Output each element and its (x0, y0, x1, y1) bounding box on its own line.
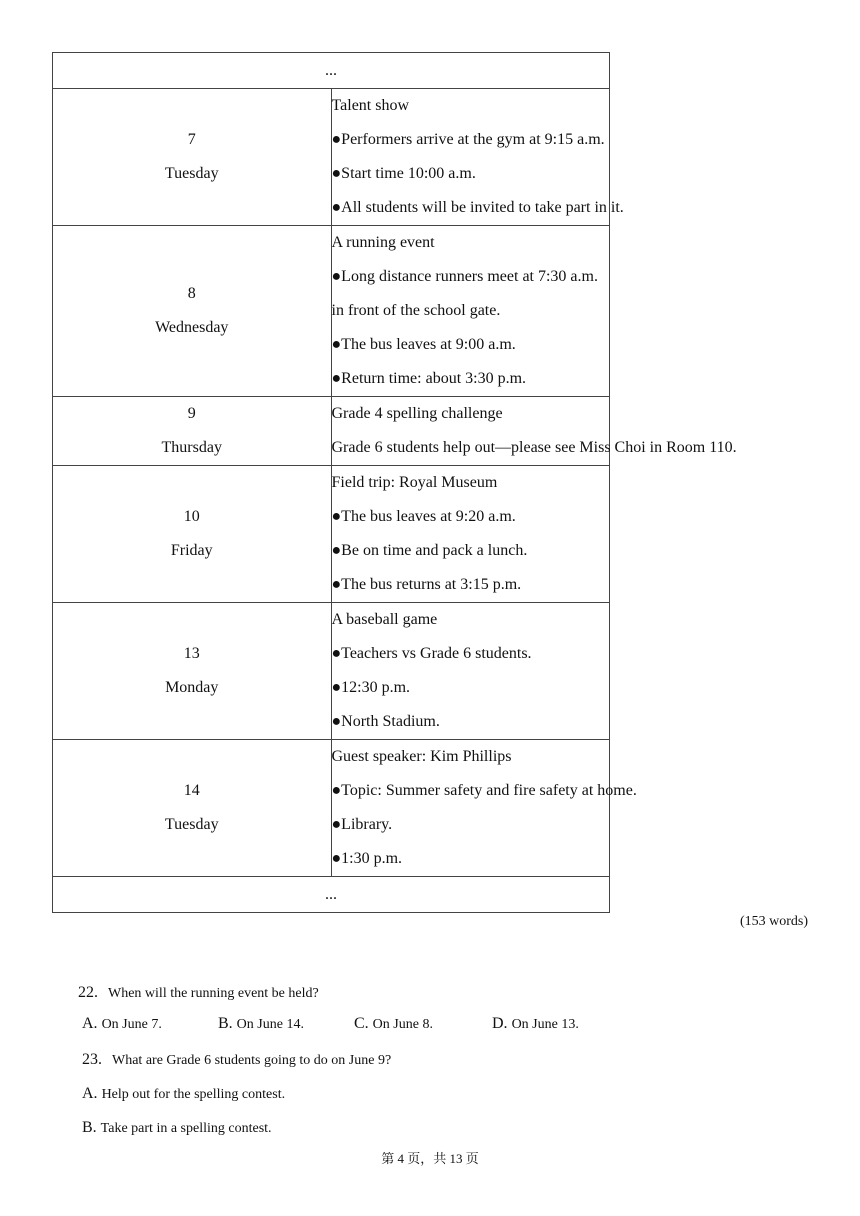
event-detail: ●Topic: Summer safety and fire safety at home. (331, 782, 637, 799)
option-c[interactable] (354, 1015, 433, 1033)
day-cell (53, 466, 332, 603)
day-number: 13 (183, 645, 200, 662)
table-row (53, 397, 610, 466)
day-number: 10 (183, 508, 200, 525)
event-detail: ●Library. (331, 816, 393, 833)
event-detail: ●All students will be invited to take part in it. (331, 199, 624, 216)
event-detail: ●North Stadium. (331, 713, 440, 730)
option-letter: B. (82, 1119, 97, 1136)
option-letter: C. (354, 1015, 369, 1032)
event-cell (331, 740, 637, 877)
event-cell (331, 89, 624, 226)
question-23 (82, 1051, 391, 1069)
table-row (53, 740, 610, 877)
schedule-table (52, 52, 737, 913)
day-name: Wednesday (155, 319, 229, 336)
event-title: Field trip: Royal Museum (331, 474, 498, 491)
event-detail: Grade 6 students help out—please see Miss Choi in Room 110. (331, 439, 737, 456)
day-name: Monday (165, 679, 219, 696)
day-number: 7 (187, 131, 196, 148)
question-number: 23. (82, 1051, 102, 1068)
event-title: A baseball game (331, 611, 438, 628)
event-detail: ●Performers arrive at the gym at 9:15 a.m. (331, 131, 605, 148)
event-detail: ●The bus leaves at 9:20 a.m. (331, 508, 516, 525)
event-detail: ●Be on time and pack a lunch. (331, 542, 528, 559)
day-cell (53, 603, 332, 740)
table-row (53, 877, 610, 913)
ellipsis-row-bottom: ... (53, 877, 610, 913)
table-row (53, 53, 610, 89)
day-name: Tuesday (164, 165, 219, 182)
day-number: 9 (187, 405, 196, 422)
table-row (53, 466, 610, 603)
event-detail: ●Teachers vs Grade 6 students. (331, 645, 532, 662)
day-name: Friday (170, 542, 213, 559)
event-title: Talent show (331, 97, 410, 114)
event-title: Guest speaker: Kim Phillips (331, 748, 512, 765)
option-text: On June 13. (511, 1017, 579, 1032)
option-text: Help out for the spelling contest. (101, 1087, 286, 1102)
question-text: When will the running event be held? (108, 986, 319, 1001)
event-detail: ●1:30 p.m. (331, 850, 403, 867)
day-cell (53, 89, 332, 226)
event-title: A running event (331, 234, 435, 251)
event-detail: ●Long distance runners meet at 7:30 a.m. in front of the school gate. (331, 268, 598, 319)
event-cell (331, 603, 610, 740)
option-d[interactable] (492, 1015, 579, 1033)
day-cell (53, 397, 332, 466)
day-name: Thursday (161, 439, 222, 456)
day-number: 14 (183, 782, 200, 799)
event-detail: ●The bus returns at 3:15 p.m. (331, 576, 522, 593)
event-cell (331, 226, 610, 397)
event-detail: ●The bus leaves at 9:00 a.m. (331, 336, 516, 353)
option-letter: A. (82, 1085, 98, 1102)
table-row (53, 89, 610, 226)
page-footer: 第 4 页，共 13 页 (381, 1151, 479, 1166)
option-letter: D. (492, 1015, 508, 1032)
day-name: Tuesday (164, 816, 219, 833)
option-text: On June 14. (236, 1017, 304, 1032)
question-number: 22. (78, 984, 98, 1001)
option-text: Take part in a spelling contest. (100, 1121, 272, 1136)
event-detail: ●Return time: about 3:30 p.m. (331, 370, 527, 387)
option-text: On June 7. (101, 1017, 162, 1032)
question-22 (78, 984, 319, 1002)
event-detail: ●12:30 p.m. (331, 679, 411, 696)
option-b[interactable] (218, 1015, 304, 1033)
table-row (53, 226, 610, 397)
ellipsis-row-top: ... (53, 53, 610, 89)
word-count: (153 words) (739, 914, 808, 929)
day-number: 8 (187, 285, 196, 302)
option-letter: B. (218, 1015, 233, 1032)
option-a[interactable] (82, 1085, 285, 1103)
day-cell (53, 740, 332, 877)
option-letter: A. (82, 1015, 98, 1032)
option-a[interactable] (82, 1015, 162, 1033)
day-cell (53, 226, 332, 397)
event-detail: ●Start time 10:00 a.m. (331, 165, 476, 182)
option-text: On June 8. (372, 1017, 433, 1032)
event-cell (331, 466, 610, 603)
event-title: Grade 4 spelling challenge (331, 405, 503, 422)
event-cell (331, 397, 737, 466)
table-row (53, 603, 610, 740)
question-text: What are Grade 6 students going to do on June 9? (112, 1053, 392, 1068)
option-b[interactable] (82, 1119, 272, 1137)
